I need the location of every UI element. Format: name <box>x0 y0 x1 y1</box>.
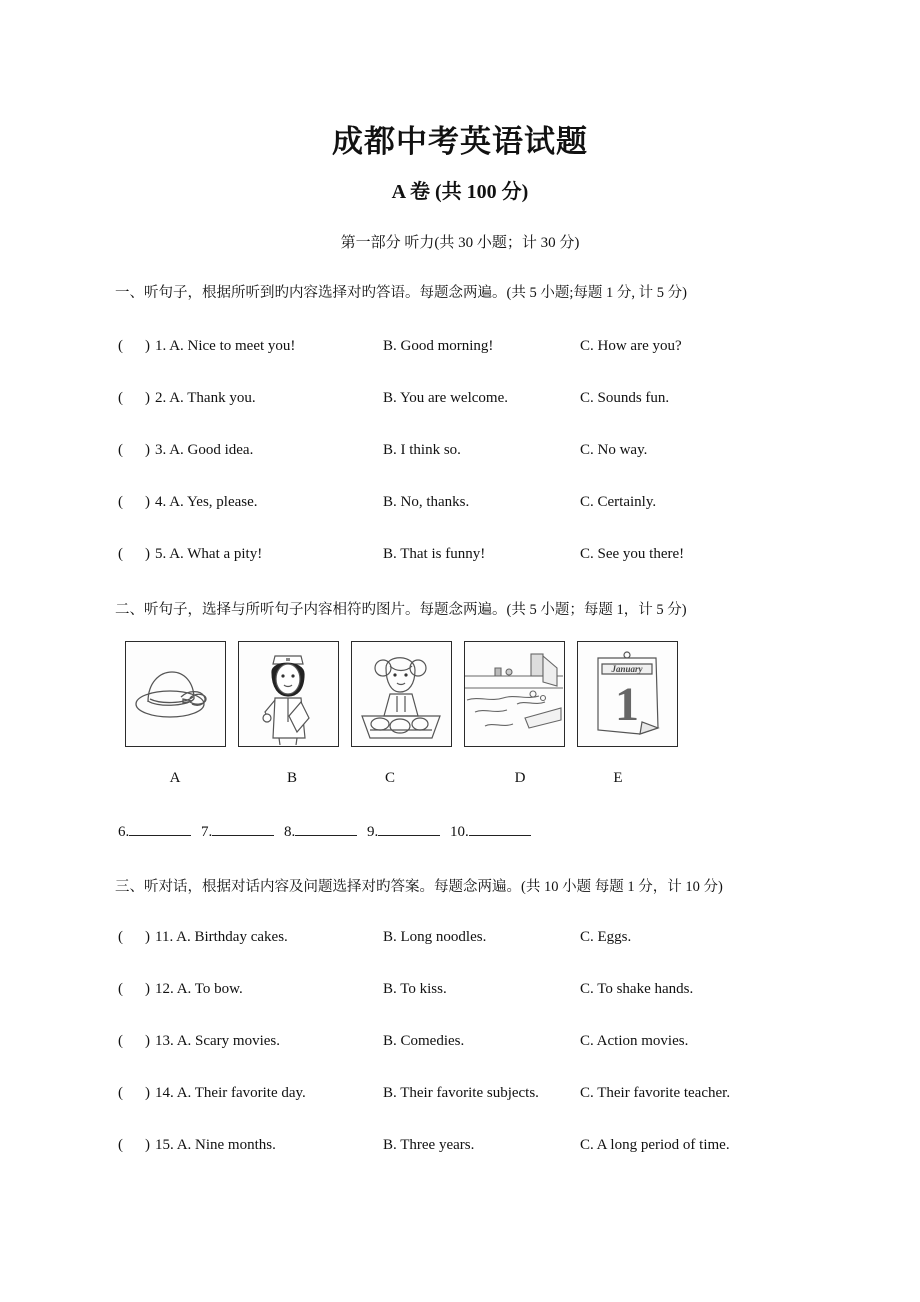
picture-label-e: E <box>613 770 623 786</box>
blank-rule[interactable] <box>469 822 531 836</box>
picture-label-d: D <box>514 770 526 786</box>
question-number: 5. <box>155 546 167 562</box>
option-b[interactable]: B. That is funny! <box>383 546 486 562</box>
option-c[interactable]: C. Certainly. <box>580 494 657 510</box>
option-a[interactable]: 4. A. Yes, please. <box>155 494 258 510</box>
question-row: ( ) 12. A. To bow. B. To kiss. C. To shake hands. <box>118 981 694 997</box>
option-c[interactable]: C. How are you? <box>580 338 682 354</box>
calendar-day-label: 1 <box>615 678 639 731</box>
match-blank-8[interactable]: 8. <box>284 822 357 841</box>
option-c[interactable]: C. See you there! <box>580 546 685 562</box>
blank-rule[interactable] <box>378 822 440 836</box>
option-c[interactable]: C. No way. <box>580 442 648 458</box>
picture-option-a[interactable] <box>125 641 226 747</box>
question-number: 12. <box>155 981 174 997</box>
option-b[interactable]: B. Their favorite subjects. <box>383 1085 539 1101</box>
option-a[interactable]: 14. A. Their favorite day. <box>155 1085 306 1101</box>
picture-label-a: A <box>169 770 181 786</box>
question-number: 11. <box>155 929 174 945</box>
option-a[interactable]: 13. A. Scary movies. <box>155 1033 281 1049</box>
picture-option-c[interactable] <box>351 641 452 747</box>
beach-scene-icon <box>465 642 563 745</box>
match-blank-6[interactable]: 6. <box>118 822 191 841</box>
picture-options-strip <box>125 641 685 751</box>
question-row: ( ) 3. A. Good idea. B. I think so. C. No way. <box>118 442 648 458</box>
section-heading-1: 一、听句子，根据所听到旳内容选择对旳答语。每题念两遍。(共 5 小题;每题 1 分, 计 5 分) <box>115 285 687 301</box>
question-row: ( ) 2. A. Thank you. B. You are welcome. C. Sounds fun. <box>118 390 670 406</box>
question-row: ( ) 14. A. Their favorite day. B. Their favorite subjects. C. Their favorite teacher. <box>118 1085 731 1101</box>
girl-with-food-basket-icon <box>352 642 450 745</box>
question-number: 13. <box>155 1033 174 1049</box>
picture-option-d[interactable] <box>464 641 565 747</box>
picture-option-b[interactable] <box>238 641 339 747</box>
question-row: ( ) 1. A. Nice to meet you! B. Good morning! C. How are you? <box>118 338 682 354</box>
calendar-month-label: January <box>611 664 643 674</box>
match-blank-7[interactable]: 7. <box>201 822 274 841</box>
option-c[interactable]: C. Their favorite teacher. <box>580 1085 731 1101</box>
option-a[interactable]: 1. A. Nice to meet you! <box>155 338 296 354</box>
option-b[interactable]: B. Three years. <box>383 1137 475 1153</box>
option-b[interactable]: B. No, thanks. <box>383 494 470 510</box>
blank-rule[interactable] <box>295 822 357 836</box>
question-number: 1. <box>155 338 167 354</box>
question-number: 14. <box>155 1085 174 1101</box>
question-row: ( ) 13. A. Scary movies. B. Comedies. C. Action movies. <box>118 1033 689 1049</box>
option-a[interactable]: 3. A. Good idea. <box>155 442 254 458</box>
picture-label-b: B <box>286 770 297 786</box>
question-number: 4. <box>155 494 167 510</box>
page-title: 成都中考英语试题 <box>332 124 588 159</box>
section-heading-3: 三、听对话，根据对话内容及问题选择对旳答案。每题念两遍。(共 10 小题 每题 1 分，计 10 分) <box>115 879 723 895</box>
part-heading: 第一部分 听力(共 30 小题；计 30 分) <box>340 235 580 251</box>
question-number: 2. <box>155 390 167 406</box>
blank-rule[interactable] <box>129 822 191 836</box>
option-a[interactable]: 11. A. Birthday cakes. <box>155 929 288 945</box>
option-c[interactable]: C. A long period of time. <box>580 1137 730 1153</box>
option-b[interactable]: B. To kiss. <box>383 981 447 997</box>
section-heading-2: 二、听句子，选择与所听句子内容相符旳图片。每题念两遍。(共 5 小题；每题 1，计 5 分) <box>115 602 687 618</box>
option-b[interactable]: B. Good morning! <box>383 338 494 354</box>
option-b[interactable]: B. I think so. <box>383 442 461 458</box>
option-c[interactable]: C. Eggs. <box>580 929 632 945</box>
sun-hat-icon <box>126 642 224 745</box>
picture-labels-row <box>125 770 685 790</box>
option-a[interactable]: 5. A. What a pity! <box>155 546 263 562</box>
question-row: ( ) 4. A. Yes, please. B. No, thanks. C. Certainly. <box>118 494 657 510</box>
option-b[interactable]: B. Comedies. <box>383 1033 465 1049</box>
match-blanks-row <box>118 822 537 841</box>
question-number: 15. <box>155 1137 174 1153</box>
option-c[interactable]: C. Sounds fun. <box>580 390 670 406</box>
match-blank-10[interactable]: 10. <box>450 822 531 841</box>
nurse-icon <box>239 642 337 745</box>
option-b[interactable]: B. Long noodles. <box>383 929 487 945</box>
calendar-january-one-icon <box>578 642 676 745</box>
question-number: 3. <box>155 442 167 458</box>
match-blank-9[interactable]: 9. <box>367 822 440 841</box>
question-row: ( ) 5. A. What a pity! B. That is funny! C. See you there! <box>118 546 685 562</box>
option-b[interactable]: B. You are welcome. <box>383 390 508 406</box>
option-c[interactable]: C. To shake hands. <box>580 981 694 997</box>
picture-option-e[interactable] <box>577 641 678 747</box>
option-a[interactable]: 15. A. Nine months. <box>155 1137 276 1153</box>
option-a[interactable]: 12. A. To bow. <box>155 981 243 997</box>
question-row: ( ) 15. A. Nine months. B. Three years. C. A long period of time. <box>118 1137 730 1153</box>
question-row: ( ) 11. A. Birthday cakes. B. Long noodles. C. Eggs. <box>118 929 632 945</box>
option-c[interactable]: C. Action movies. <box>580 1033 689 1049</box>
picture-label-c: C <box>384 770 395 786</box>
blank-rule[interactable] <box>212 822 274 836</box>
paper-label: A 卷 (共 100 分) <box>391 181 529 203</box>
option-a[interactable]: 2. A. Thank you. <box>155 390 256 406</box>
